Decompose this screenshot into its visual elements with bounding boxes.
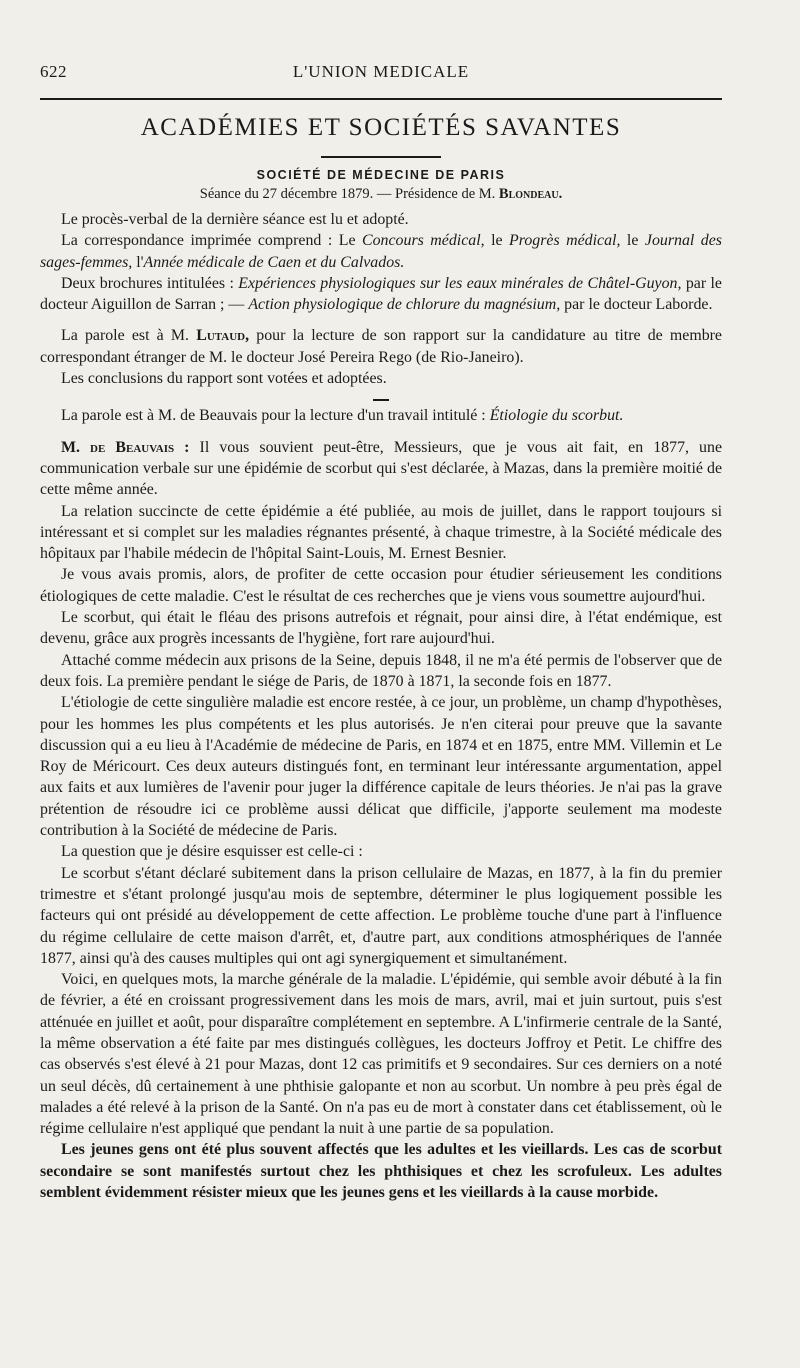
text-span: La parole est à M. bbox=[61, 327, 197, 345]
paragraph-correspondence bbox=[40, 230, 722, 273]
text-span: le bbox=[484, 232, 510, 250]
paragraph-beauvais-intro bbox=[40, 405, 722, 426]
text-span: pour la lecture de son rapport sur la candidature au titre de membre correspondant étranger de M. le docteur José Pereira Rego (de Rio-Janeiro). bbox=[40, 327, 722, 366]
paragraph-promise: Je vous avais promis, alors, de profiter de cette occasion pour étudier sérieusement les conditions étiologiques de cette maladie. C'est le résultat de ces recherches que je viens vous soumettre aujourd'hui. bbox=[40, 566, 722, 605]
session-date: Séance du 27 décembre 1879. — Présidence de M. bbox=[199, 186, 499, 202]
paragraph-question: La question que je désire esquisser est celle-ci : bbox=[61, 843, 363, 861]
header-rule bbox=[40, 98, 722, 100]
paragraph-lutaud bbox=[40, 325, 722, 368]
separator-rule bbox=[373, 399, 389, 401]
text-span: par le docteur Laborde. bbox=[560, 296, 713, 314]
paragraph-scorbut: Le scorbut, qui était le fléau des prisons autrefois et régnait, pour ainsi dire, à l'état endémique, est devenu, grâce aux progrès incessants de l'hygiène, fort rare aujourd'hui. bbox=[40, 609, 722, 648]
paragraph-minutes: Le procès-verbal de la dernière séance est lu et adopté. bbox=[61, 211, 409, 228]
speaker-name: M. de Beauvais : bbox=[61, 438, 190, 456]
journal-title: L'UNION MEDICALE bbox=[292, 62, 470, 81]
paragraph-relation: La relation succincte de cette épidémie a été publiée, au mois de juillet, dans le rapport toujours si intéressant et si complet sur les maladies régnantes présenté, à chaque trimestre, à la Société médicale des hôpitaux par l'habile médecin de l'hôpital Saint-Louis, M. Ernest Besnier. bbox=[40, 502, 722, 563]
paragraph-attache: Attaché comme médecin aux prisons de la Seine, depuis 1848, il ne m'a été permis de l'observer que de deux fois. La première pendant le siége de Paris, de 1870 à 1871, la seconde fois en 1877. bbox=[40, 651, 722, 690]
paragraph-etiologie: L'étiologie de cette singulière maladie est encore restée, à ce jour, un problème, un champ d'hypothèses, pour les hommes les plus compétents et les plus autorisés. Je n'en citerai pour preuve que la savante discussion qui a eu lieu à l'Académie de médecine de Paris, en 1874 et en 1875, entre MM. Villemin et Le Roy de Méricourt. Ces deux auteurs distingués font, en terminant leur intéressante argumentation, appel aux faits et aux lumières de l'avenir pour juger la différence capitale de leurs théories. Je n'ai pas la grave prétention de résoudre ici ce problème aussi délicat que difficile, j'apporte seulement ma modeste contribution à la Société de médecine de Paris. bbox=[40, 694, 722, 840]
text-span: La parole est à M. de Beauvais pour la lecture d'un travail intitulé : bbox=[61, 407, 490, 425]
title-rule bbox=[321, 156, 441, 158]
paper-title: Étiologie du scorbut. bbox=[489, 407, 624, 425]
journal-name: Journal des sages-femmes, bbox=[40, 232, 722, 271]
journal-name: Progrès médical, bbox=[509, 232, 621, 250]
paragraph-marche: Voici, en quelques mots, la marche générale de la maladie. L'épidémie, qui semble avoir débuté à la fin de février, a été en croissant progressivement dans les mois de mars, avril, mai et juin surtout, puis s'est atténuée en juillet et août, pour disparaître complétement en septembre. A L'infirmerie centrale de la Santé, la même observation a été faite par mes distingués collègues, les docteurs Joffroy et Petit. Le chiffre des cas observés s'est élevé à 21 pour Mazas, dont 12 cas primitifs et 9 secondaires. Sur ces derniers on a noté un seul décès, dû certainement à une phthisie galopante et non au scorbut. Un nombre à peu près égal de malades a été relevé à la prison de la Santé. On n'a pas eu de mort à constater dans cet établissement, où le régime cellulaire n'est appliqué que pendant la nuit à une partie de sa population. bbox=[40, 971, 722, 1138]
brochure-title: Action physiologique de chlorure du magnésium, bbox=[248, 296, 561, 314]
journal-name: Concours médical, bbox=[362, 232, 485, 250]
section-title: ACADÉMIES ET SOCIÉTÉS SAVANTES bbox=[140, 114, 622, 141]
text-span: Deux brochures intitulées : bbox=[61, 274, 239, 292]
text-span: l' bbox=[132, 253, 144, 271]
paragraph-mazas: Le scorbut s'étant déclaré subitement dans la prison cellulaire de Mazas, en 1877, à la fin du premier trimestre et s'étant prolongé jusqu'au mois de septembre, déterminer le plus logiquement possible les facteurs qui ont présidé au développement de cette affection. Le problème touche d'une part à l'influence du régime cellulaire de cette maison d'arrêt, et, d'autre part, aux conditions atmosphériques de l'année 1877, ainsi qu'à des causes multiples qui ont agi synergiquement et simultanément. bbox=[40, 864, 722, 967]
running-head bbox=[40, 56, 722, 86]
brochure-title: Expériences physiologiques sur les eaux minérales de Châtel-Guyon, bbox=[238, 274, 682, 292]
article-body bbox=[40, 209, 722, 1203]
speaker-name: Lutaud, bbox=[196, 327, 250, 345]
society-heading: SOCIÉTÉ DE MÉDECINE DE PARIS bbox=[256, 168, 506, 182]
journal-name: Année médicale de Caen et du Calvados. bbox=[143, 253, 405, 271]
session-line bbox=[40, 186, 722, 203]
paragraph-conclusions: Les conclusions du rapport sont votées et adoptées. bbox=[61, 370, 387, 388]
text-span: le bbox=[620, 232, 645, 250]
page bbox=[40, 56, 722, 1203]
text-span: La correspondance imprimée comprend : Le bbox=[61, 232, 363, 250]
text-span: par le docteur Aiguillon de Sarran ; — bbox=[40, 274, 722, 314]
paragraph-jeunes-gens: Les jeunes gens ont été plus souvent affectés que les adultes et les vieillards. Les cas de scorbut secondaire se sont manifestés surtout chez les phthisiques et chez les scrofuleux. Les adultes semblent évidemment résister mieux que les jeunes gens et les vieillards à la cause morbide. bbox=[40, 1141, 722, 1202]
page-number: 622 bbox=[40, 62, 67, 81]
paragraph-brochures bbox=[40, 273, 722, 316]
text-span: Il vous souvient peut-être, Messieurs, que je vous ait fait, en 1877, une communication verbale sur une épidémie de scorbut qui s'est déclarée, à Mazas, dans la première moitié de cette même année. bbox=[40, 438, 723, 499]
paragraph-beauvais-speech bbox=[40, 437, 722, 501]
session-president: Blondeau. bbox=[498, 186, 563, 202]
